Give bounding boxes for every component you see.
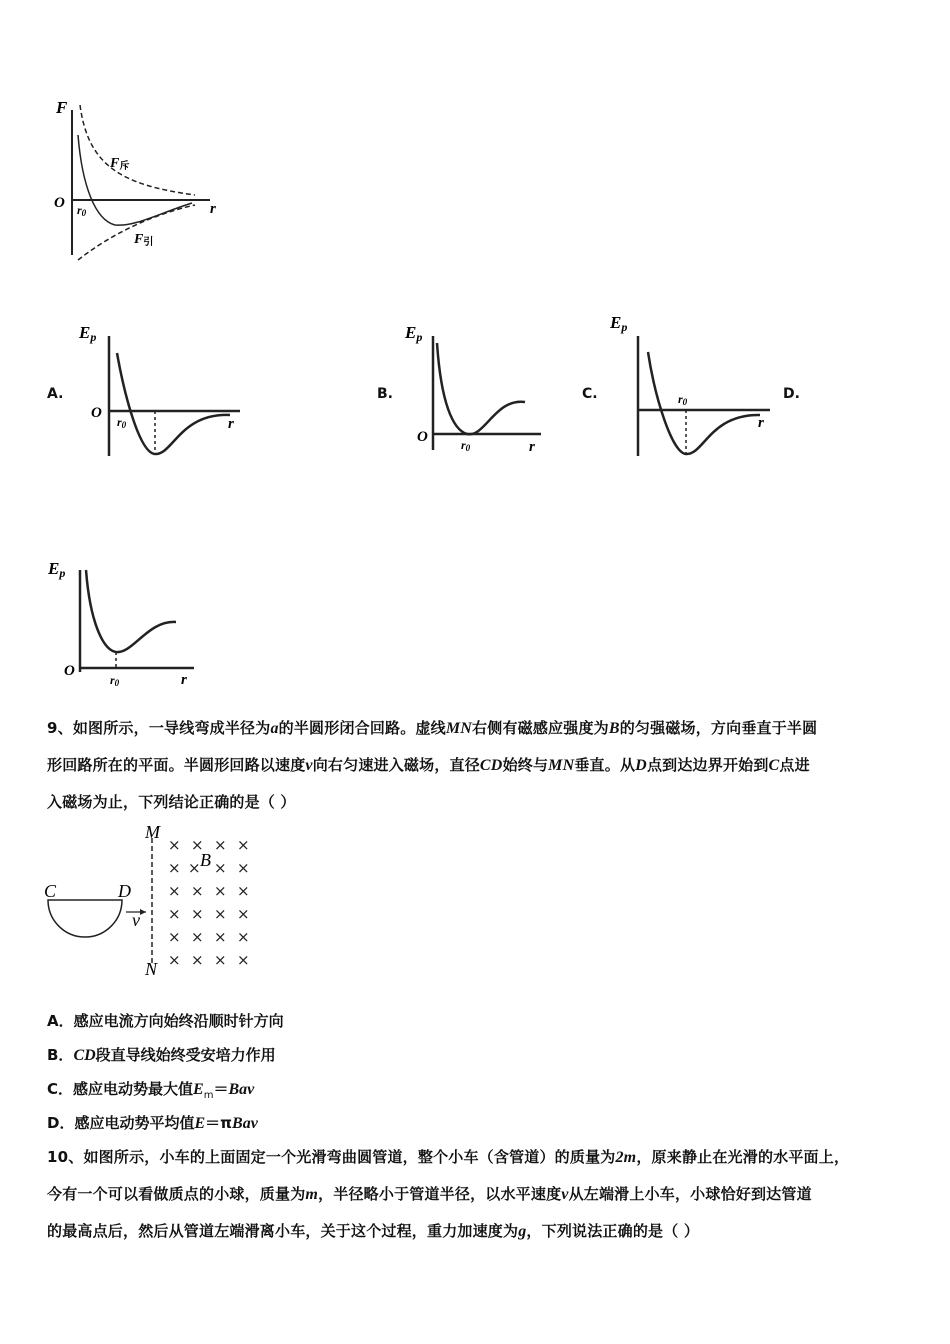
option-d-x-label: r [181,672,187,688]
q9-cross: × [168,928,181,946]
q10-text: ，下列说法正确的是（ ） [526,1222,700,1240]
option-a-letter: A. [47,386,64,402]
q9-text: 右侧有磁感应强度为 [472,719,609,737]
option-a-curve [117,353,230,454]
q9-text: 9、如图所示，一导线弯成半径为 [47,719,271,737]
option-b-origin: O [417,429,428,445]
force-graph [50,95,230,265]
q9-label-n: N [145,959,158,979]
q9-choice-c[interactable] [47,1078,254,1101]
choice-letter: B． [47,1046,74,1064]
choice-text: 感应电动势最大值 [73,1080,194,1098]
q9-text: 的匀强磁场，方向垂直于半圆 [619,719,818,737]
question-9-stem [47,710,917,821]
option-d-r0: r0 [110,673,120,688]
choice-letter: C． [47,1080,74,1098]
q9-var-v: v [305,757,313,774]
q9-label-c: C [44,881,57,901]
q10-text: 的最高点后，然后从管道左端滑离小车，关于这个过程，重力加速度为 [47,1222,519,1240]
option-a-graph [79,318,245,458]
q9-cross: × [214,928,227,946]
choice-text: 感应电动势平均值 [74,1114,195,1132]
q9-cross: × [237,951,250,969]
choice-formula-rhs: Bav [228,1081,255,1098]
q9-label-d: D [118,881,131,901]
q9-var-c: C [768,757,780,774]
choice-formula: E [193,1081,204,1098]
q9-cross: × [237,836,250,854]
q10-text: ，半径略小于管道半径，以水平速度 [318,1185,562,1203]
q10-var-m: m [305,1186,319,1203]
q9-cross: × [191,882,204,900]
q10-text: 今有一个可以看做质点的小球，质量为 [47,1185,306,1203]
option-d-letter: D. [783,386,800,402]
choice-letter: D． [47,1114,75,1132]
q9-label-m: M [145,822,160,842]
q9-cross: × [168,951,181,969]
q9-label-b: B [200,850,211,870]
option-b-x-label: r [529,439,535,455]
q9-cross: × [237,905,250,923]
option-d-ep: Ep [48,559,66,580]
q9-cross: × [237,882,250,900]
force-graph-origin: O [54,195,65,211]
option-d-origin: O [64,663,75,679]
q9-text: 向右匀速进入磁场，直径 [312,756,480,774]
question-10-line-2 [47,1176,927,1213]
force-graph-net-curve [78,135,192,225]
q9-cross: × [168,905,181,923]
force-graph-x-label: r [210,201,216,217]
option-d-graph [48,552,218,692]
choice-letter: A． [47,1012,74,1030]
q9-var-b: B [608,720,620,737]
q9-cross: × [214,836,227,854]
option-d-curve [86,570,176,652]
option-b-r0: r0 [461,438,471,453]
q9-cross: × [191,928,204,946]
question-9-line-3: 入磁场为止，下列结论正确的是（ ） [47,793,296,811]
q9-choice-a[interactable] [47,1010,284,1031]
q9-label-v: v [132,910,140,930]
q9-cross: × [191,836,204,854]
q10-var-2m: 2m [615,1149,637,1166]
choice-formula-eq: ＝π [205,1114,233,1132]
q9-cross: × [214,905,227,923]
force-graph-f-attract: F引 [134,232,154,248]
option-b-letter: B. [377,386,393,402]
q10-text: ，原来静止在光滑的水平面上， [636,1148,850,1166]
q10-text: 10、如图所示，小车的上面固定一个光滑弯曲圆管道，整个小车（含管道）的质量为 [47,1148,616,1166]
option-a-origin: O [91,405,102,421]
q9-var-mn: MN [445,720,473,737]
q9-cross: × [191,905,204,923]
question-9-figure [40,820,260,980]
q9-cross: × [168,836,181,854]
q9-choice-b[interactable] [47,1044,276,1065]
q9-var-d: D [635,757,647,774]
choice-var: CD [73,1047,96,1064]
choice-formula-eq: ＝ [213,1080,229,1098]
question-9-line-1 [47,710,917,747]
q9-var-a: a [270,720,279,737]
q9-text: 垂直。从 [574,756,636,774]
q9-cross: × [237,859,250,877]
choice-text: 段直导线始终受安培力作用 [95,1046,276,1064]
force-graph-repulsive-curve [80,105,195,195]
option-c-graph [610,308,780,458]
option-c-r0: r0 [678,392,688,407]
q9-text: 始终与 [502,756,549,774]
q9-text: 形回路所在的平面。半圆形回路以速度 [47,756,306,774]
q9-cross: × [237,928,250,946]
option-c-x-label: r [758,415,764,431]
q9-semicircle [48,900,122,937]
q9-cross: × [214,951,227,969]
choice-text: 感应电流方向始终沿顺时针方向 [73,1012,284,1030]
q10-var-v: v [561,1186,569,1203]
q9-var-mn: MN [548,757,575,774]
option-b-ep: Ep [405,323,423,344]
option-a-r0: r0 [117,415,127,430]
option-c-ep: Ep [610,313,628,334]
q9-cross: × [191,951,204,969]
q9-text: 点进 [779,756,810,774]
q9-var-cd: CD [479,757,503,774]
choice-formula: E [194,1115,206,1132]
question-10-line-1 [47,1139,927,1176]
q9-cross: × [168,882,181,900]
question-10-stem [47,1139,927,1250]
option-c-letter: C. [582,386,598,402]
q9-cross: × [168,859,181,877]
option-a-x-label: r [228,416,234,432]
force-graph-y-label: F [56,98,68,117]
force-graph-r0: r0 [77,203,87,218]
question-9-line-2 [47,747,917,784]
option-b-curve [437,343,525,434]
force-graph-f-repulse: F斥 [110,156,130,172]
question-10-line-3 [47,1213,927,1250]
option-a-ep: Ep [79,323,97,344]
q9-choice-d[interactable] [47,1112,258,1133]
q9-velocity-arrowhead [140,909,146,915]
q9-cross: × [214,859,227,877]
q9-text: 的半圆形闭合回路。虚线 [278,719,446,737]
choice-formula-sub: m [203,1090,214,1101]
option-b-graph [405,318,565,458]
option-c-curve [648,352,760,454]
q9-cross: × [214,882,227,900]
q9-cross: × [188,859,201,877]
q9-text: 点到达边界开始到 [646,756,769,774]
choice-formula-rhs: Bav [232,1115,258,1132]
q10-var-g: g [518,1223,527,1240]
q10-text: 从左端滑上小车，小球恰好到达管道 [568,1185,812,1203]
